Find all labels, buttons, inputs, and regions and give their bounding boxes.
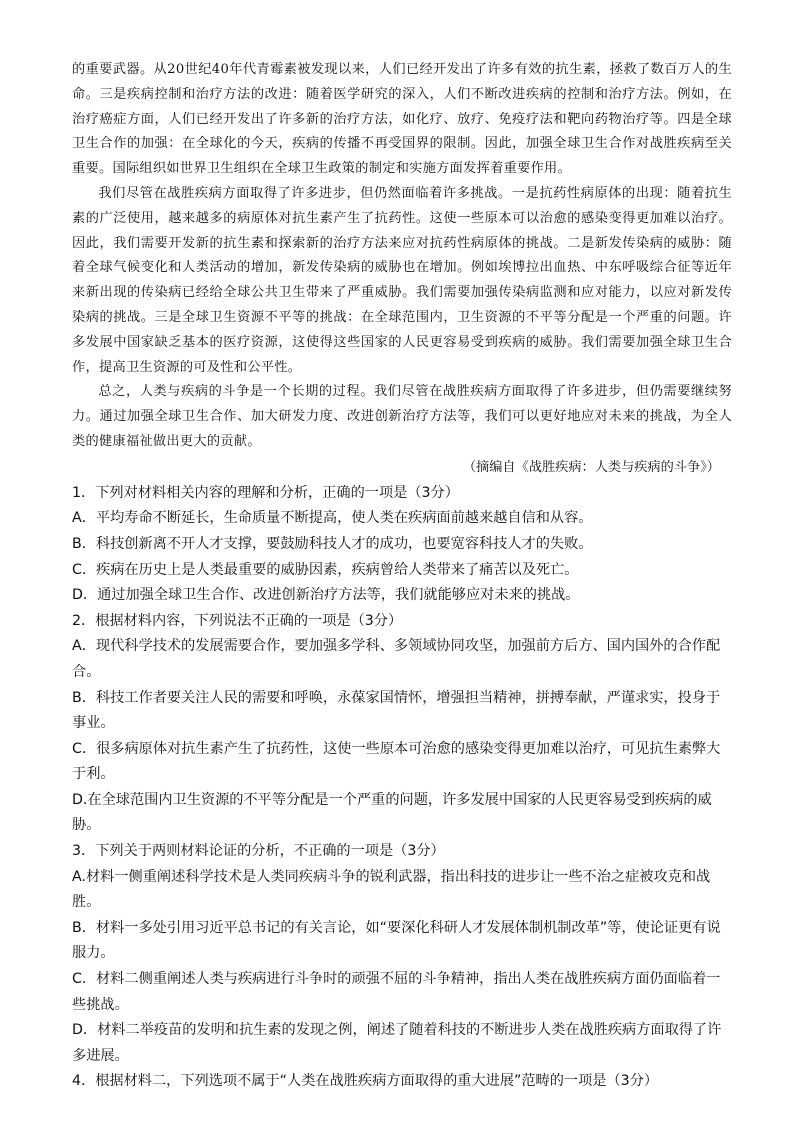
- question-2-option-b: B．科技工作者要关注人民的需要和呼唤，永葆家国情怀，增强担当精神，拼搏奉献，严谨求实，投身于事业。: [72, 689, 721, 732]
- passage-source: （摘编自《战胜疾病：人类与疾病的斗争》）: [462, 459, 720, 475]
- question-3-option-d: D．材料二举疫苗的发明和抗生素的发现之例，阐述了随着科技的不断进步人类在战胜疾病方面取得了许多进展。: [72, 1022, 722, 1064]
- question-3-stem: 3．下列关于两则材料论证的分析，不正确的一项是（3分）: [72, 843, 445, 860]
- question-4-stem: 4．根据材料二，下列选项不属于“人类在战胜疾病方面取得的重大进展”范畴的一项是（3分）: [72, 1073, 659, 1090]
- document-page: [72, 58, 732, 1095]
- question-1-option-c: C．疾病在历史上是人类最重要的威胁因素，疾病曾给人类带来了痛苦以及死亡。: [72, 561, 579, 578]
- question-2-option-a: A．现代科学技术的发展需要合作，要加强多学科、多领域协同攻坚，加强前方后方、国内国外的合作配合。: [72, 638, 721, 680]
- question-2-option-c: C．很多病原体对抗生素产生了抗药性，这使一些原本可治愈的感染变得更加难以治疗，可见抗生素弊大于利。: [72, 740, 721, 783]
- question-3-option-b: B．材料一多处引用习近平总书记的有关言论，如“要深化科研人才发展体制机制改革”等，使论证更有说服力。: [72, 919, 721, 962]
- question-3-option-c: C．材料二侧重阐述人类与疾病进行斗争时的顽强不屈的斗争精神，指出人类在战胜疾病方面仍面临着一些挑战。: [72, 971, 721, 1013]
- question-2-option-d: D.在全球范围内卫生资源的不平等分配是一个严重的问题，许多发展中国家的人民更容易受到疾病的威胁。: [72, 791, 712, 834]
- passage-paragraph-1: 的重要武器。从20世纪40年代青霉素被发现以来，人们已经开发出了许多有效的抗生素，拯救了数百万人的生命。三是疾病控制和治疗方法的改进：随着医学研究的深入，人们不断改进疾病的控制和治疗方法。例如，在治疗癌症方面，人们已经开发出了许多新的治疗方法，如化疗、放疗、免疫疗法和靶向药物治疗等。四是全球卫生合作的加强：在全球化的今天，疾病的传播不再受国界的限制。因此，加强全球卫生合作对战胜疾病至关重要。国际组织如世界卫生组织在全球卫生政策的制定和实施方面发挥着重要作用。: [72, 62, 732, 177]
- passage-paragraph-3: 总之，人类与疾病的斗争是一个长期的过程。我们尽管在战胜疾病方面取得了许多进步，但仍需要继续努力。通过加强全球卫生合作、加大研发力度、改进创新治疗方法等，我们可以更好地应对未来的挑战，为全人类的健康福祉做出更大的贡献。: [72, 384, 732, 449]
- question-2-stem: 2．根据材料内容，下列说法不正确的一项是（3分）: [72, 612, 403, 629]
- question-3-option-a: A.材料一侧重阐述科学技术是人类同疾病斗争的锐利武器，指出科技的进步让一些不治之症被攻克和战胜。: [72, 868, 711, 911]
- passage-paragraph-2: 我们尽管在战胜疾病方面取得了许多进步，但仍然面临着许多挑战。一是抗药性病原体的出现：随着抗生素的广泛使用，越来越多的病原体对抗生素产生了抗药性。这使一些原本可以治愈的感染变得更加难以治疗。因此，我们需要开发新的抗生素和探索新的治疗方法来应对抗药性病原体的挑战。二是新发传染病的威胁：随着全球气候变化和人类活动的增加，新发传染病的威胁也在增加。例如埃博拉出血热、中东呼吸综合征等近年来新出现的传染病已经给全球公共卫生带来了严重威胁。我们需要加强传染病监测和应对能力，以应对新发传染病的挑战。三是全球卫生资源不平等的挑战：在全球范围内，卫生资源的不平等分配是一个严重的问题。许多发展中国家缺乏基本的医疗资源，这使得这些国家的人民更容易受到疾病的威胁。我们需要加强全球卫生合作，提高卫生资源的可及性和公平性。: [72, 185, 732, 375]
- question-1-stem: 1．下列对材料相关内容的理解和分析，正确的一项是（3分）: [72, 484, 459, 501]
- question-1-option-d: D．通过加强全球卫生合作、改进创新治疗方法等，我们就能够应对未来的挑战。: [72, 587, 580, 604]
- question-list: [72, 481, 732, 1095]
- question-1-option-a: A．平均寿命不断延长，生命质量不断提高，使人类在疾病面前越来越自信和从容。: [72, 510, 593, 527]
- question-1-option-b: B．科技创新离不开人才支撑，要鼓励科技人才的成功，也要宽容科技人才的失败。: [72, 535, 593, 552]
- reading-passage: [72, 58, 732, 455]
